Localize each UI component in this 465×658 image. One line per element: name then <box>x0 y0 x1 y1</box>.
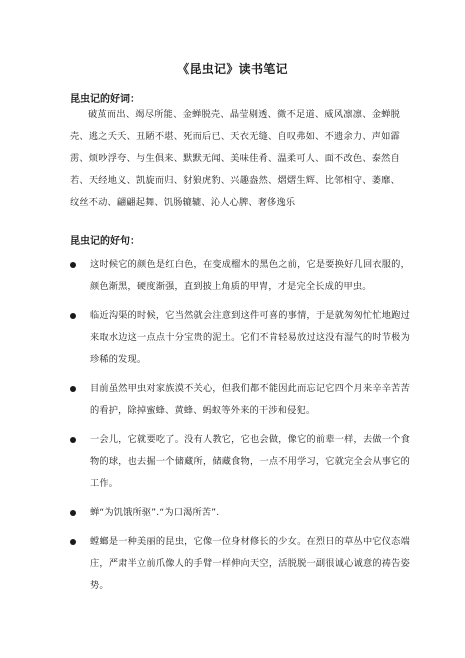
words-section-heading: 昆虫记的好词： <box>70 94 140 105</box>
sentence-text: 螳螂是一种美丽的昆虫，它像一位身材修长的少女。在烈日的草丛中它仪态端庄，严肃半立前爪像人的手臂一样伸向天空，活脱脱一副很诚心诚意的祷告姿势。 <box>90 536 410 591</box>
sentence-item <box>70 305 410 371</box>
sentence-text: 这时候它的颜色是红白色，在变成榴木的黑色之前，它是要换好几回衣服的，颜色渐黑，硬度渐强，直到披上角质的甲胄，才是完全长成的甲虫。 <box>90 259 410 292</box>
sentence-item <box>70 254 410 298</box>
bullet-icon <box>70 437 76 443</box>
bullet-icon <box>70 313 76 319</box>
bullet-icon <box>70 539 76 545</box>
bullet-icon <box>70 262 76 268</box>
bullet-icon <box>70 386 76 392</box>
sentence-item <box>70 378 410 422</box>
document-title: 《昆虫记》读书笔记 <box>177 62 288 76</box>
sentence-text: 蝉“为饥饿所驱”.“为口渴所苦”. <box>90 507 220 518</box>
sentence-item <box>70 429 410 495</box>
sentence-text: 一会儿，它就要吃了。没有人教它，它也会做，像它的前辈一样，去做一个食物的球，也去掘一个储藏所，储藏食物，一点不用学习，它就完全会从事它的工作。 <box>90 434 410 489</box>
sentence-item <box>70 502 410 524</box>
sentences-list <box>70 254 410 604</box>
sentence-item <box>70 531 410 597</box>
sentence-text: 目前虽然甲虫对家族漠不关心，但我们都不能因此而忘记它四个月来辛辛苦苦的看护，除掉蜜蜂、黄蜂、蚂蚁等外来的干涉和侵犯。 <box>90 383 410 416</box>
bullet-icon <box>70 510 76 516</box>
sentences-section-heading: 昆虫记的好句： <box>70 236 140 247</box>
words-paragraph: 破茧而出、竭尽所能、金蝉脱壳、晶莹剔透、微不足道、威风凛凛、金蝉脱壳、逃之夭夭、丑陋不堪、死而后已、天衣无缝、自叹弗如、不遗余力、声如霹雳、烦吵浮夸、与生俱来、默默无闻、美味佳肴、温柔可人、面不改色、泰然自若、天经地义、凯旋而归、豺狼虎豹、兴趣盎然、熠熠生辉、比邻相守、萎靡、纹丝不动、翩翩起舞、饥肠辘辘、沁人心脾、奢侈逸乐 <box>70 109 400 208</box>
sentence-text: 临近沟渠的时候，它当然就会注意到这件可喜的事情，于是就匆匆忙忙地跑过来取水边这一点点十分宝贵的泥土。它们不肯轻易放过这没有湿气的时节极为珍稀的发现。 <box>90 310 410 365</box>
